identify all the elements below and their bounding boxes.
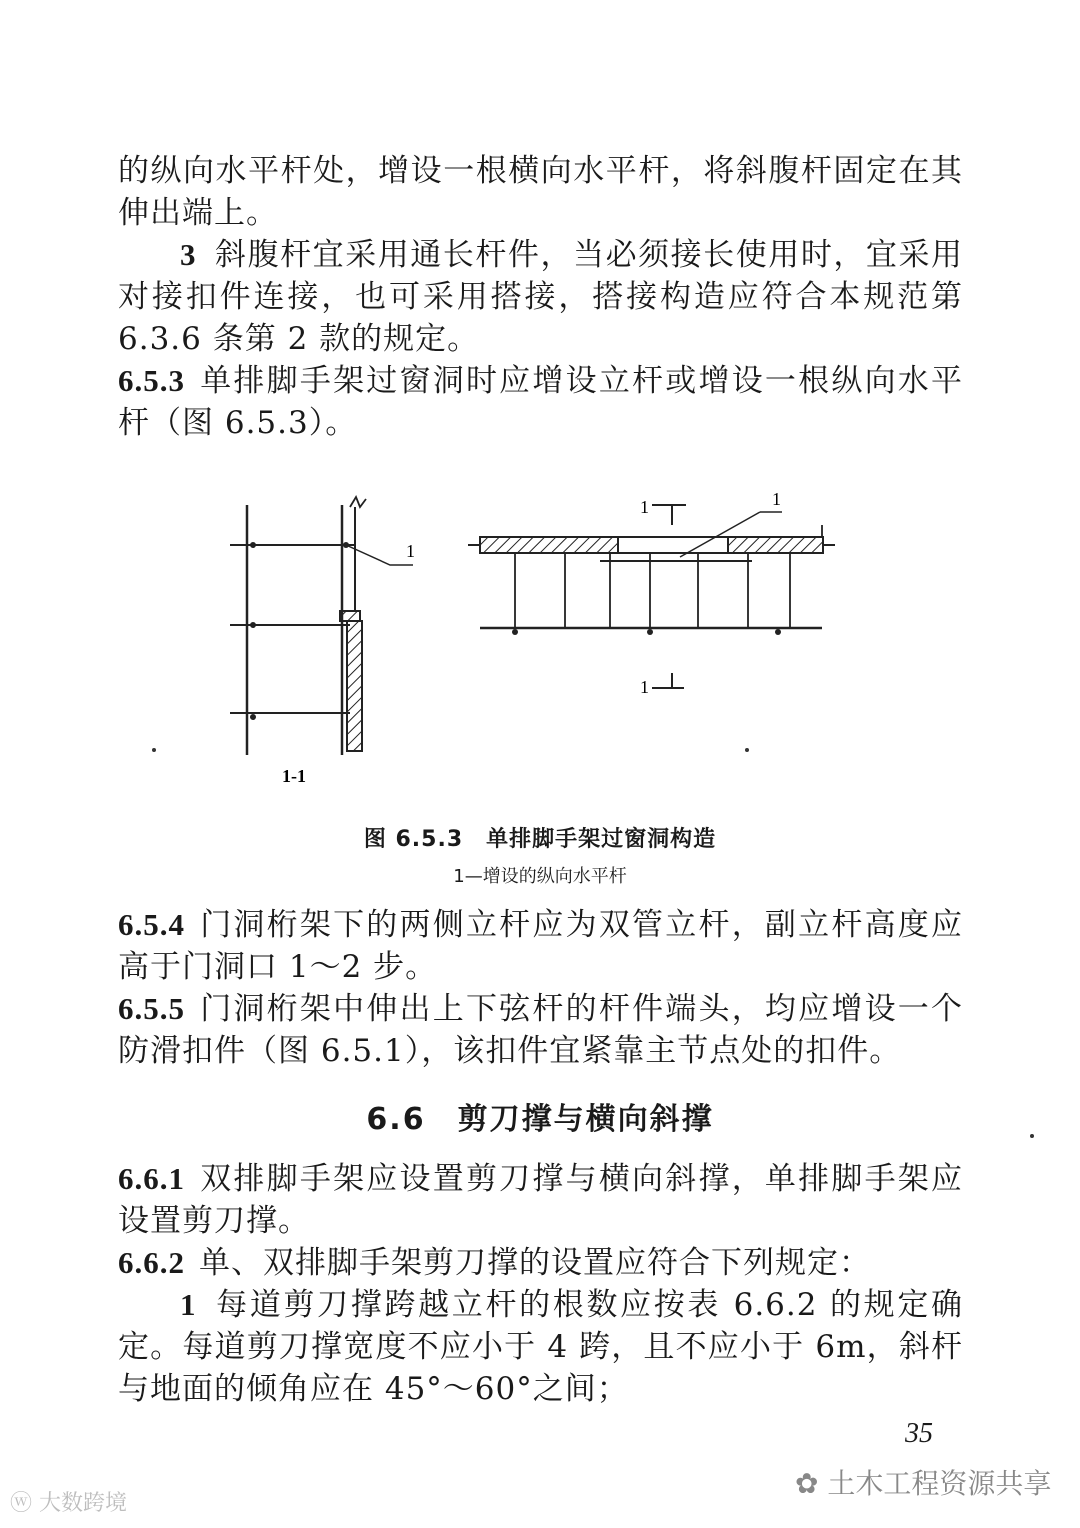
plan-view-drawing [468, 489, 835, 697]
figure-legend: 1—增设的纵向水平杆 [453, 866, 627, 887]
item-text: 每道剪刀撑跨越立杆的根数应按表 6.6.2 的规定确定。每道剪刀撑宽度不应小于 4 跨，且不应小于 6m，斜杆与地面的倾角应在 45°～60°之间； [118, 1287, 963, 1407]
section-label: 1-1 [282, 766, 306, 786]
clause-6-6-2 [118, 1242, 963, 1284]
watermark-left: ⓦ 大数跨境 [10, 1491, 128, 1516]
clause-number: 6.6.2 [118, 1245, 185, 1280]
section-1-1-drawing [230, 497, 415, 786]
label-1-right: 1 [772, 489, 781, 509]
weibo-icon: ⓦ [10, 1491, 39, 1516]
figure-6-5-3 [200, 485, 860, 805]
figure-caption: 图 6.5.3 单排脚手架过窗洞构造 [363, 827, 717, 852]
page-number: 35 [905, 1418, 933, 1449]
clause-6-5-4 [118, 904, 963, 988]
label-1-left: 1 [406, 541, 415, 561]
item-text: 斜腹杆宜采用通长杆件，当必须接长使用时，宜采用对接扣件连接，也可采用搭接，搭接构造应符合本规范第 6.3.6 条第 2 款的规定。 [118, 237, 963, 357]
scan-speck [1030, 1134, 1034, 1138]
clause-number: 6.5.4 [118, 907, 185, 942]
watermark-right: ✿ 土木工程资源共享 [795, 1467, 1052, 1500]
clause-6-5-5 [118, 988, 963, 1072]
clause-text: 单、双排脚手架剪刀撑的设置应符合下列规定： [199, 1245, 871, 1281]
clause-text: 门洞桁架下的两侧立杆应为双管立杆，副立杆高度应高于门洞口 1～2 步。 [118, 907, 963, 985]
clause-number: 6.6.1 [118, 1161, 185, 1196]
section-mark-bottom-label: 1 [640, 677, 649, 697]
item-3 [118, 234, 963, 360]
clause-text: 单排脚手架过窗洞时应增设立杆或增设一根纵向水平杆（图 6.5.3）。 [118, 363, 963, 441]
section-heading-6-6: 6.6 剪刀撑与横向斜撑 [366, 1102, 714, 1137]
scan-speck [745, 748, 749, 752]
clause-text: 门洞桁架中伸出上下弦杆的杆件端头，均应增设一个防滑扣件（图 6.5.1），该扣件宜紧靠主节点处的扣件。 [118, 991, 963, 1069]
item-number: 1 [180, 1287, 197, 1322]
clause-number: 6.5.3 [118, 363, 185, 398]
clause-number: 6.5.5 [118, 991, 185, 1026]
clause-6-6-1 [118, 1158, 963, 1242]
wechat-icon: ✿ [795, 1467, 828, 1500]
paragraph-text: 的纵向水平杆处，增设一根横向水平杆，将斜腹杆固定在其伸出端上。 [118, 153, 963, 231]
clause-6-5-3 [118, 360, 963, 444]
clause-text: 双排脚手架应设置剪刀撑与横向斜撑，单排脚手架应设置剪刀撑。 [118, 1161, 963, 1239]
paragraph-continuation [118, 150, 963, 234]
section-mark-top-label: 1 [640, 497, 649, 517]
item-1 [118, 1284, 963, 1410]
scan-speck [152, 748, 156, 752]
item-number: 3 [180, 237, 197, 272]
